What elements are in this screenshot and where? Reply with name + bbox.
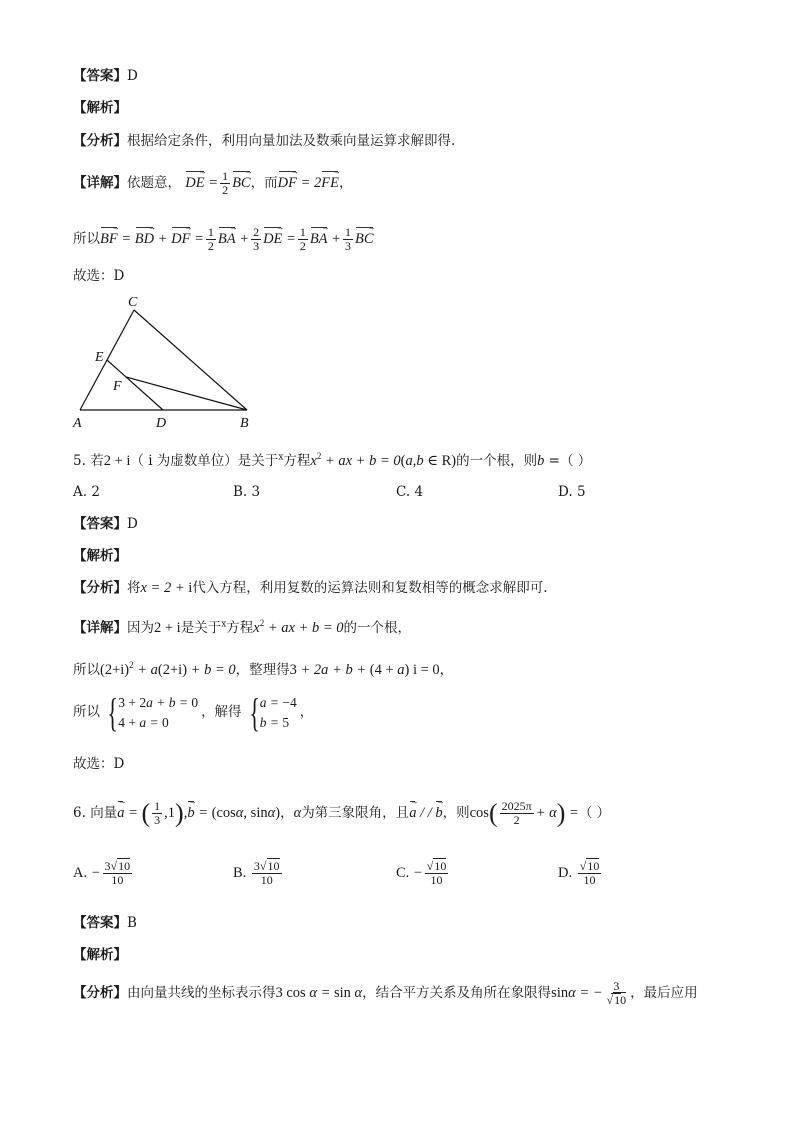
comma: ，: [338, 174, 353, 191]
fenxi-text: ，最后应用: [630, 984, 698, 1001]
xiangjie-text: 的一个根，: [343, 619, 412, 636]
option-num: 3: [253, 859, 260, 873]
option-radicand: 10: [118, 859, 131, 873]
label-d: D: [156, 416, 167, 431]
suoyi-text: 所以: [73, 661, 100, 678]
stem-text: ，则: [442, 804, 470, 821]
stem-text: 方程: [283, 452, 311, 469]
option-radicand: 10: [434, 859, 447, 873]
option-value: 3: [251, 484, 261, 500]
suoyi-text: 所以: [73, 704, 100, 720]
triangle-figure: [70, 290, 270, 435]
q6-fenxi: [73, 980, 698, 1007]
solution-system: { a = −4 b = 5: [248, 689, 297, 735]
answer-paren: （ ）: [578, 804, 611, 821]
option-label: A.: [73, 484, 88, 500]
jiexi-tag: 【解析】: [73, 548, 127, 564]
xiangjie-tag: 【详解】: [73, 174, 127, 191]
answer-tag: 【答案】: [73, 68, 127, 84]
option-value: 5: [576, 484, 586, 500]
q4-guxuan: [73, 266, 124, 286]
answer-value: B: [127, 915, 137, 931]
answer-paren: （ ）: [559, 452, 592, 469]
q4-xiangjie: [73, 170, 352, 197]
option-sign: −: [412, 864, 423, 881]
fenxi-text: 将: [127, 580, 141, 596]
fenxi-text: 由向量共线的坐标表示得: [127, 984, 276, 1001]
vector-a: a → = ( $\frac{1}{3}$ ,1),b → = (cosα, sinα): [117, 805, 280, 821]
fenxi-text: 根据给定条件，利用向量加法及数乘向量运算求解即得.: [127, 133, 456, 149]
q6-option-c[interactable]: C. − $\frac{√10}{10}$: [396, 859, 447, 887]
option-num: 3: [104, 859, 111, 873]
q5-guxuan: [73, 754, 124, 774]
q6-option-b[interactable]: B. $\frac{3√10}{10}$: [233, 859, 280, 887]
option-label: A.: [73, 864, 88, 881]
option-label: D.: [558, 484, 573, 500]
stem-text: 为第三象限角，且: [301, 804, 410, 821]
q5-option-d[interactable]: [558, 484, 586, 500]
jiexi-tag: 【解析】: [73, 100, 127, 116]
sin-value: sinα = − $\frac{3}{√10}$: [551, 979, 627, 1007]
option-radicand: 10: [267, 859, 280, 873]
q5-xiangjie: [73, 613, 411, 638]
formula-bf: BF → = BD → + DF → = $\frac{1}{2}$ BA → + $\frac{2}{3}$ DE → = $\frac{1}{2}$ BA → + $\frac{1}{3}$ BC →: [100, 231, 374, 247]
q6-option-d[interactable]: D. $\frac{√10}{10}$: [558, 859, 600, 887]
q5-answer: [73, 514, 138, 534]
q6-option-a[interactable]: A. − $\frac{3√10}{10}$: [73, 859, 131, 887]
q4-jiexi: [73, 98, 127, 118]
zhengli-text: ，整理得: [235, 661, 290, 678]
question-number: 5.: [73, 452, 86, 469]
q5-system: [73, 689, 314, 735]
q5-option-b[interactable]: [233, 484, 260, 500]
label-c: C: [128, 295, 138, 310]
stem-x: x: [221, 619, 227, 630]
stem-text: 向量: [90, 804, 118, 821]
option-label: C.: [396, 864, 410, 881]
connector-text: ，而: [250, 174, 278, 191]
comma: ，: [439, 661, 454, 678]
answer-value: D: [127, 516, 138, 532]
stem-text: 若: [90, 452, 104, 469]
collinear-eq: 3 cos α = sin α: [275, 984, 363, 1001]
jiede-text: ，解得: [201, 704, 242, 720]
stem-text: 的一个根，则: [456, 452, 538, 469]
q4-answer: [73, 66, 138, 86]
answer-tag: 【答案】: [73, 915, 127, 931]
q5-fenxi: [73, 578, 548, 598]
stem-x: x: [278, 452, 284, 463]
q5-option-a[interactable]: [73, 484, 100, 500]
q5-option-c[interactable]: [396, 484, 423, 500]
label-b: B: [240, 416, 249, 431]
xiangjie-text: 方程: [226, 619, 254, 636]
simplified-equation: 3 + 2a + b + (4 + a) i = 0: [289, 661, 440, 678]
formula-df: DF → = 2FE →: [278, 175, 339, 191]
complex-root: 2 + i: [103, 452, 131, 469]
fenxi-text: ，结合平方关系及角所在象限得: [362, 984, 552, 1001]
fenxi-tag: 【分析】: [73, 580, 127, 596]
q5-suoyi: [73, 655, 453, 680]
q4-fenxi: [73, 131, 455, 151]
label-a: A: [73, 416, 82, 431]
equation-system: { 3 + 2a + b = 0 4 + a = 0: [107, 689, 199, 735]
option-label: C.: [396, 484, 411, 500]
q5-stem: 5. 若2 + i（ i 为虚数单位）是关于$^x$方程$x^2$ + ax + b = 0(a,b ∈ R)的一个根，则b =（ ）: [73, 451, 592, 469]
formula-de: DE → = $\frac{1}{2}$ BC →: [185, 175, 250, 191]
answer-tag: 【答案】: [73, 516, 127, 532]
label-f: F: [113, 379, 122, 394]
parallel: a → / / b →: [409, 805, 442, 821]
option-den: 10: [260, 873, 273, 887]
cos-expression: cos( $\frac{2025\pi}{2}$ + α) =: [469, 798, 579, 828]
option-value: 4: [414, 484, 424, 500]
q5-jiexi: [73, 546, 127, 566]
guxuan-text: 故选：D: [73, 268, 125, 284]
stem-text: （ i 为虚数单位）是关于: [130, 452, 279, 469]
comma: ，: [299, 704, 314, 720]
xiangjie-text: 因为: [127, 619, 154, 636]
xiangjie-tag: 【详解】: [73, 619, 127, 636]
substitution: x = 2 + i: [140, 580, 193, 596]
option-label: B.: [233, 864, 247, 881]
equation: $x^2$ + ax + b = 0(a,b ∈ R): [310, 451, 457, 469]
option-den: 10: [430, 873, 443, 887]
option-value: 2: [91, 484, 100, 500]
option-den: 10: [583, 873, 596, 887]
expanded-equation: $(2+i)^2 + a(2+i) + b = 0$: [100, 660, 236, 678]
equation: $x^2$ + ax + b = 0: [253, 618, 344, 636]
option-den: 10: [111, 873, 124, 887]
q6-stem: 6. 向量a → = ( $\frac{1}{3}$ ,1),b → = (cosα, sinα)，α为第三象限角，且a → / / b →，则cos( $\frac{2025\pi}{2}$ + α) =（ ）: [73, 800, 610, 827]
xiangjie-text: 依题意，: [127, 174, 181, 191]
q6-answer: [73, 913, 137, 933]
jiexi-tag: 【解析】: [73, 947, 127, 963]
question-number: 6.: [73, 804, 86, 821]
fenxi-text: 代入方程，利用复数的运算法则和复数相等的概念求解即可.: [192, 580, 548, 596]
q4-suoyi: [73, 226, 374, 253]
option-radicand: 10: [587, 859, 600, 873]
option-sign: −: [90, 864, 101, 881]
label-e: E: [95, 350, 104, 365]
answer-value: D: [127, 68, 138, 84]
fenxi-tag: 【分析】: [73, 984, 127, 1001]
guxuan-text: 故选：D: [73, 756, 125, 772]
option-label: B.: [233, 484, 248, 500]
option-label: D.: [558, 864, 573, 881]
complex-root: 2 + i: [154, 619, 181, 636]
q6-jiexi: [73, 945, 127, 965]
xiangjie-text: 是关于: [180, 619, 222, 636]
fenxi-tag: 【分析】: [73, 133, 127, 149]
suoyi-text: 所以: [73, 230, 100, 247]
